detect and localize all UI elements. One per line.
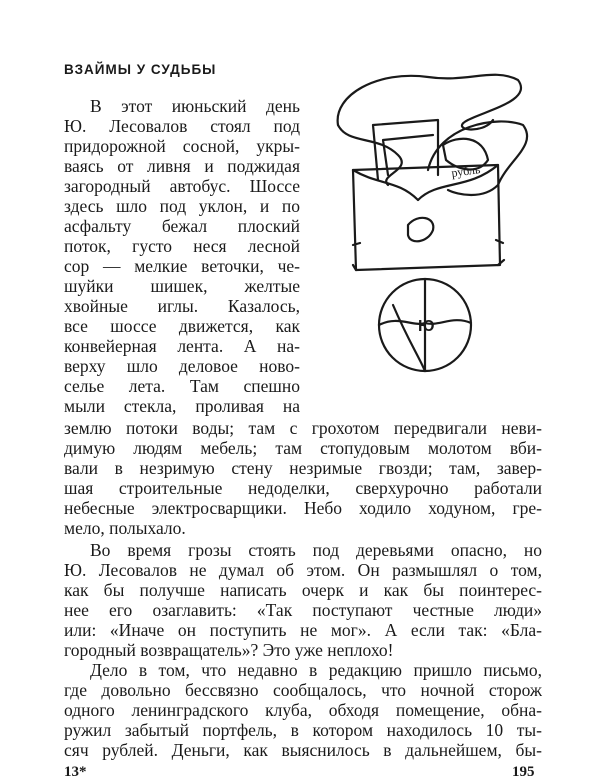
page-number: 195 — [512, 764, 535, 780]
text-line: мыли стекла, проливая на — [64, 396, 300, 416]
briefcase-illustration — [318, 65, 560, 375]
text-line: В этот июньский день — [90, 96, 300, 116]
text-line: сор — мелкие веточки, че- — [64, 256, 300, 276]
text-line: небесные электросварщики. Небо ходило ходуном, гре- — [64, 498, 542, 518]
text-line: одного ленинградского клуба, обходя помещение, обна- — [64, 700, 542, 720]
text-line: нее его озаглавить: «Так поступают честные люди» — [64, 600, 542, 620]
text-line: мело, полыхало. — [64, 518, 186, 538]
text-line: Во время грозы стоять под деревьями опасно, но — [90, 540, 542, 560]
text-line: Ю. Лесовалов не думал об этом. Он размышлял о том, — [64, 560, 542, 580]
text-line: конвейерная лента. А на- — [64, 336, 300, 356]
text-line: ваясь от ливня и поджидая — [64, 156, 300, 176]
text-line: землю потоки воды; там с грохотом передвигали неви- — [64, 418, 542, 438]
medallion-label: Ю — [418, 318, 435, 335]
text-line: все шоссе движется, как — [64, 316, 300, 336]
text-line: Ю. Лесовалов стоял под — [64, 116, 300, 136]
text-line: асфальту бежал плоский — [64, 216, 300, 236]
text-line: ружил забытый портфель, в котором находилось 10 ты- — [64, 720, 542, 740]
text-line: городный возвращатель»? Это уже неплохо! — [64, 640, 394, 660]
text-line: загородный автобус. Шоссе — [64, 176, 300, 196]
text-line: верху шло деловое ново- — [64, 356, 300, 376]
text-line: хвойные иглы. Казалось, — [64, 296, 300, 316]
text-line: вали в незримую стену незримые гвозди; там, завер- — [64, 458, 542, 478]
text-line: где довольно бессвязно сообщалось, что ночной сторож — [64, 680, 542, 700]
text-line: поток, густо неся лесной — [64, 236, 300, 256]
banknote-label: рубль — [450, 162, 482, 180]
text-line: сяч рублей. Деньги, как выяснилось в дальнейшем, бы- — [64, 740, 542, 760]
text-line: шая строительные недоделки, сверхурочно работали — [64, 478, 542, 498]
chapter-heading: ВЗАЙМЫ У СУДЬБЫ — [64, 62, 217, 77]
text-line: придорожной сосной, укры- — [64, 136, 300, 156]
signature-mark: 13* — [64, 764, 87, 780]
text-line: Дело в том, что недавно в редакцию пришло письмо, — [90, 660, 542, 680]
text-line: димую людям мебель; там стопудовым молотом вби- — [64, 438, 542, 458]
text-line: шуйки шишек, желтые — [64, 276, 300, 296]
text-line: селье лета. Там спешно — [64, 376, 300, 396]
text-line: здесь шло под уклон, и по — [64, 196, 300, 216]
text-line: как бы получше написать очерк и как бы поинтерес- — [64, 580, 542, 600]
text-line: или: «Иначе он поступить не мог». А если так: «Бла- — [64, 620, 542, 640]
